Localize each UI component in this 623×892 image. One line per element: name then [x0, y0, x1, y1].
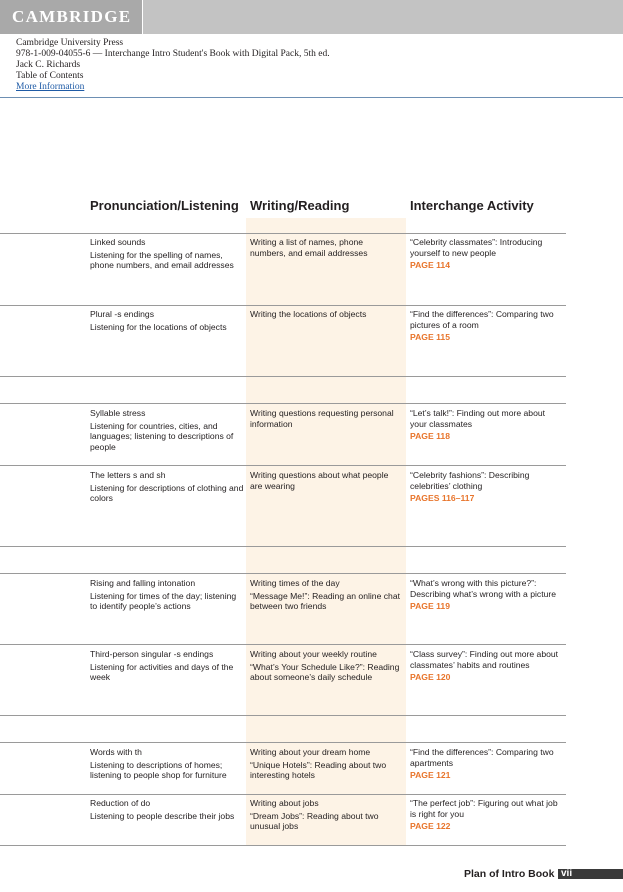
page-reference: PAGE 115	[410, 332, 450, 343]
footer-label: Plan of Intro Book	[464, 868, 555, 880]
table-row-6-pronunciation: Third-person singular -s endings Listening for activities and days of the week	[90, 649, 234, 683]
row-divider	[0, 305, 566, 306]
page-reference: PAGE 114	[410, 260, 450, 271]
page-reference: PAGE 120	[410, 672, 451, 683]
book-metadata	[16, 38, 330, 93]
table-row-2-interchange: “Find the differences”: Comparing two pictures of a room PAGE 115	[410, 309, 562, 343]
page-reference: PAGE 122	[410, 821, 451, 832]
page-reference: PAGE 119	[410, 601, 450, 612]
table-row-4-writing: Writing questions about what people are wearing	[250, 470, 389, 491]
table-row-7-interchange: “Find the differences”: Comparing two apartments PAGE 121	[410, 747, 562, 781]
table-row-7-writing: Writing about your dream home “Unique Hotels”: Reading about two interesting hotels	[250, 747, 387, 781]
table-row-1-pronunciation: Linked sounds Listening for the spelling of names, phone numbers, and email addresses	[90, 237, 234, 271]
isbn-title: 978-1-009-04055-6 — Interchange Intro Student's Book with Digital Pack, 5th ed.	[16, 49, 330, 59]
more-information-link[interactable]: More Information	[16, 82, 85, 92]
row-divider	[0, 742, 566, 743]
table-row-3-interchange: “Let’s talk!”: Finding out more about your classmates PAGE 118	[410, 408, 562, 442]
table-row-5-pronunciation: Rising and falling intonation Listening for times of the day; listening to identify people’s actions	[90, 578, 237, 612]
row-divider	[0, 573, 566, 574]
row-divider	[0, 644, 566, 645]
table-row-4-interchange: “Celebrity fashions”: Describing celebrities’ clothing PAGES 116–117	[410, 470, 562, 504]
table-row-2-pronunciation: Plural -s endings Listening for the locations of objects	[90, 309, 227, 332]
row-divider	[0, 845, 566, 846]
row-divider	[0, 233, 566, 234]
table-row-8-interchange: “The perfect job”: Figuring out what job is right for you PAGE 122	[410, 798, 562, 832]
table-row-1-interchange: “Celebrity classmates”: Introducing yourself to new people PAGE 114	[410, 237, 562, 271]
header-divider	[0, 97, 623, 98]
cambridge-logo: CAMBRIDGE	[12, 7, 132, 26]
row-divider	[0, 546, 566, 547]
row-divider	[0, 794, 566, 795]
logo-box	[0, 0, 143, 34]
table-row-3-writing: Writing questions requesting personal information	[250, 408, 394, 429]
table-row-5-writing: Writing times of the day “Message Me!”: Reading an online chat between two friends	[250, 578, 400, 612]
column-header-writing: Writing/Reading	[250, 198, 350, 213]
table-row-6-interchange: “Class survey”: Finding out more about classmates’ habits and routines PAGE 120	[410, 649, 562, 683]
header-bar	[0, 0, 623, 34]
page-reference: PAGES 116–117	[410, 493, 475, 504]
table-row-4-pronunciation: The letters s and sh Listening for descriptions of clothing and colors	[90, 470, 244, 504]
table-row-8-pronunciation: Reduction of do Listening to people describe their jobs	[90, 798, 235, 821]
section-name: Table of Contents	[16, 71, 84, 81]
table-row-6-writing: Writing about your weekly routine “What’s Your Schedule Like?”: Reading about someone’s daily schedule	[250, 649, 400, 683]
page-number: vii	[561, 868, 573, 879]
page-reference: PAGE 121	[410, 770, 451, 781]
column-header-pronunciation: Pronunciation/Listening	[90, 198, 239, 213]
row-divider	[0, 403, 566, 404]
table-row-7-pronunciation: Words with th Listening to descriptions of homes; listening to people shop for furniture	[90, 747, 227, 781]
column-header-interchange: Interchange Activity	[410, 198, 534, 213]
row-divider	[0, 715, 566, 716]
table-row-3-pronunciation: Syllable stress Listening for countries, cities, and languages; listening to descriptions of people	[90, 408, 234, 452]
author: Jack C. Richards	[16, 60, 81, 70]
table-row-1-writing: Writing a list of names, phone numbers, and email addresses	[250, 237, 368, 258]
page-reference: PAGE 118	[410, 431, 450, 442]
publisher: Cambridge University Press	[16, 38, 124, 48]
row-divider	[0, 465, 566, 466]
table-row-5-interchange: “What’s wrong with this picture?”: Describing what’s wrong with a picture PAGE 119	[410, 578, 562, 612]
table-row-8-writing: Writing about jobs “Dream Jobs”: Reading about two unusual jobs	[250, 798, 379, 832]
table-row-2-writing: Writing the locations of objects	[250, 309, 367, 319]
row-divider	[0, 376, 566, 377]
